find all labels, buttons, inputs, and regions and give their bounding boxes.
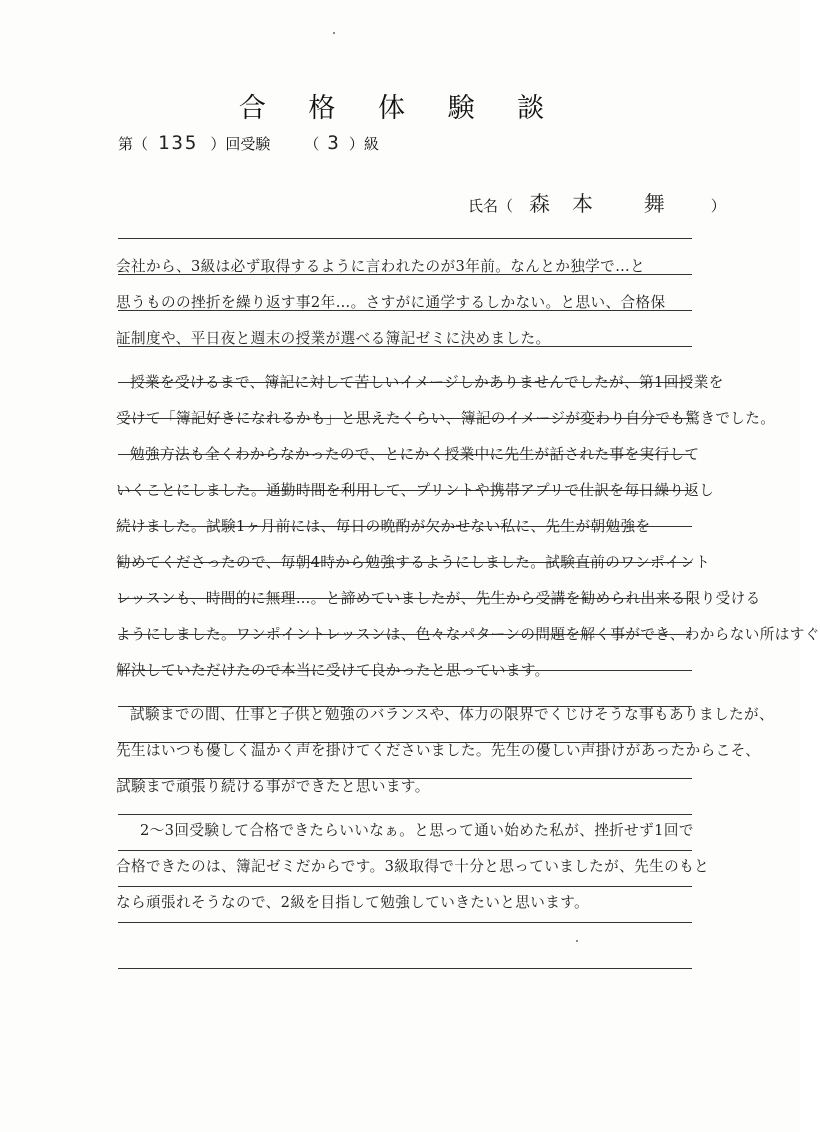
essay-line: 思うものの挫折を繰り返す事2年…。さすがに通学するしかない。と思い、合格保: [116, 294, 666, 311]
essay-line: 解決していただけたので本当に受けて良かったと思っています。: [116, 662, 550, 679]
essay-line: 勉強方法も全くわからなかったので、とにかく授業中に先生が話された事を実行して: [130, 446, 700, 463]
essay-line: 合格できたのは、簿記ゼミだからです。3級取得で十分と思っていましたが、先生のもと: [116, 858, 710, 875]
scan-speck: [576, 940, 578, 942]
ruled-line: [118, 968, 692, 969]
name-value: 森本 舞: [529, 192, 687, 216]
essay-line: 勧めてくださったので、毎朝4時から勉強するようにしました。試験直前のワンポイント: [116, 554, 711, 571]
essay-line: レッスンも、時間的に無理…。と諦めていましたが、先生から受講を勧められ出来る限り受ける: [116, 590, 761, 607]
essay-line: 受けて「簿記好きになれるかも」と思えたくらい、簿記のイメージが変わり自分でも驚きでした。: [116, 410, 776, 427]
essay-line: 試験までの間、仕事と子供と勉強のバランスや、体力の限界でくじけそうな事もありましたが、: [130, 706, 775, 723]
essay-line: ようにしました。ワンポイントレッスンは、色々なパターンの問題を解く事ができ、わからない所はすぐ: [116, 626, 820, 643]
ruled-line: [118, 886, 692, 887]
name-close-label: ）: [710, 197, 726, 215]
name-label: 氏名（: [468, 197, 514, 215]
essay-line: 証制度や、平日夜と週末の授業が選べる簿記ゼミに決めました。: [116, 330, 551, 347]
ruled-line: [118, 814, 692, 815]
essay-line: 続けました。試験1ヶ月前には、毎日の晩酌が欠かせない私に、先生が朝勉強を: [116, 518, 651, 535]
essay-line: 先生はいつも優しく温かく声を掛けてくださいました。先生の優しい声掛けがあったからこそ、: [116, 742, 761, 759]
grade-open-label: （: [304, 135, 320, 153]
essay-line: 2～3回受験して合格できたらいいなぁ。と思って通い始めた私が、挫折せず1回で: [140, 822, 694, 839]
exam-middle-label: ）回受験: [210, 135, 271, 153]
essay-line: 授業を受けるまで、簿記に対して苦しいイメージしかありませんでしたが、第1回授業を: [130, 374, 724, 391]
ruled-line: [118, 850, 692, 851]
exam-number-value: 135: [158, 132, 199, 154]
essay-line: 試験まで頑張り続ける事ができたと思います。: [116, 778, 430, 795]
grade-value: 3: [327, 132, 341, 154]
grade-suffix-label: ）級: [348, 135, 379, 153]
form-title: 合 格 体 験 談: [238, 93, 562, 124]
ruled-line: [118, 238, 692, 239]
name-line: [468, 188, 726, 218]
essay-line: いくことにしました。通勤時間を利用して、プリントや携帯アプリで仕訳を毎日繰り返し: [116, 482, 715, 499]
scan-speck: [333, 32, 335, 34]
exam-info-line: [118, 132, 379, 154]
essay-line: 会社から、3級は必ず取得するように言われたのが3年前。なんとか独学で…と: [116, 258, 646, 275]
exam-prefix-label: 第（: [118, 135, 149, 153]
essay-line: なら頑張れそうなので、2級を目指して勉強していきたいと思います。: [116, 894, 590, 911]
ruled-line: [118, 922, 692, 923]
